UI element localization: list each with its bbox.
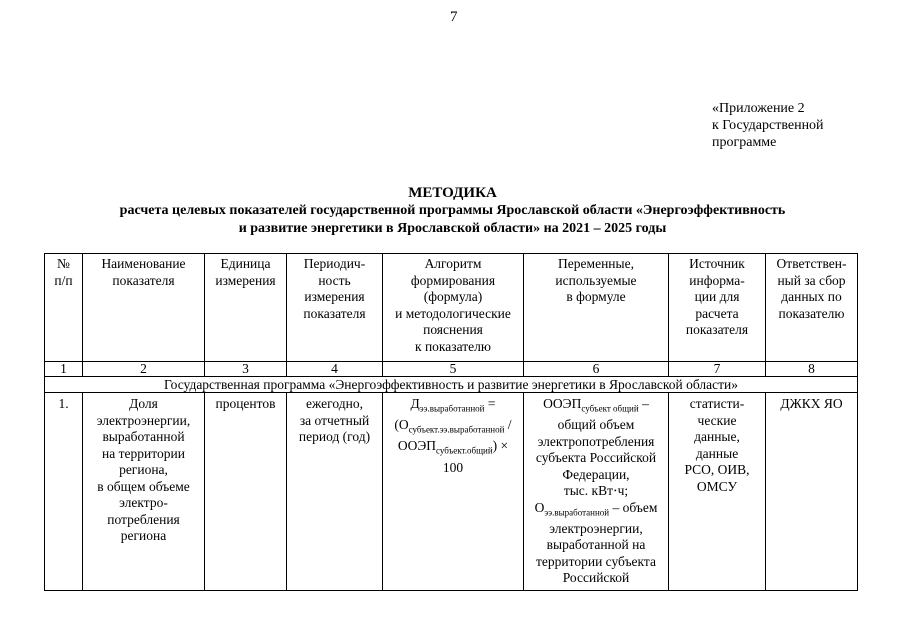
column-number: 2 — [83, 362, 205, 377]
responsible-party: ДЖКХ ЯО — [766, 393, 858, 591]
document-subtitle-line: и развитие энергетики в Ярославской области» на 2021 – 2025 годы — [238, 221, 667, 236]
page-number: 7 — [450, 9, 458, 25]
header-cell-source: Источник информа- ции для расчета показателя — [669, 254, 766, 362]
column-number: 8 — [766, 362, 858, 377]
row-number: 1. — [45, 393, 83, 591]
unit-of-measure: процентов — [205, 393, 287, 591]
header-cell-indicator-name: Наименование показателя — [83, 254, 205, 362]
appendix-line: «Приложение 2 — [712, 101, 805, 116]
program-row — [45, 377, 858, 393]
column-number: 5 — [383, 362, 524, 377]
program-title: Государственная программа «Энергоэффективность и развитие энергетики в Ярославской области» — [45, 377, 858, 393]
document-heading — [0, 184, 905, 238]
column-number: 6 — [524, 362, 669, 377]
column-number: 3 — [205, 362, 287, 377]
formula: $Д_{ээ.выработанной}$ = ($О_{субъект.ээ.выработанной}$ / $ООЭП_{субъект.общий}$) × 100 — [383, 393, 524, 591]
document-title: МЕТОДИКА — [408, 185, 497, 201]
indicator-name: Доля электроэнергии, выработанной на территории региона, в общем объеме электро- потребления региона — [83, 393, 205, 591]
periodicity: ежегодно, за отчетный период (год) — [287, 393, 383, 591]
appendix-note — [712, 100, 824, 151]
header-cell-algorithm: Алгоритм формирования (формула) и методологические пояснения к показателю — [383, 254, 524, 362]
formula-variables: $ООЭП_{субъект общий}$ – общий объем электропотребления субъекта Российской Федерации, тыс. кВт⋅ч; $О_{ээ.выработанной}$ – объем электроэнергии, выработанной на территории субъекта Российской — [524, 393, 669, 591]
column-number: 1 — [45, 362, 83, 377]
header-cell-unit: Единица измерения — [205, 254, 287, 362]
table-header-row — [45, 254, 858, 362]
column-number: 4 — [287, 362, 383, 377]
header-cell-periodicity: Периодич- ность измерения показателя — [287, 254, 383, 362]
header-cell-responsible: Ответствен- ный за сбор данных по показателю — [766, 254, 858, 362]
column-number-row — [45, 362, 858, 377]
table-row — [45, 393, 858, 591]
appendix-line: к Государственной — [712, 118, 824, 133]
header-cell-variables: Переменные, используемые в формуле — [524, 254, 669, 362]
column-number: 7 — [669, 362, 766, 377]
header-cell-number: № п/п — [45, 254, 83, 362]
document-subtitle-line: расчета целевых показателей государственной программы Ярославской области «Энергоэффективность — [119, 203, 786, 218]
data-source: статисти- ческие данные, данные РСО, ОИВ, ОМСУ — [669, 393, 766, 591]
appendix-line: программе — [712, 135, 777, 150]
methodology-table — [44, 253, 858, 591]
